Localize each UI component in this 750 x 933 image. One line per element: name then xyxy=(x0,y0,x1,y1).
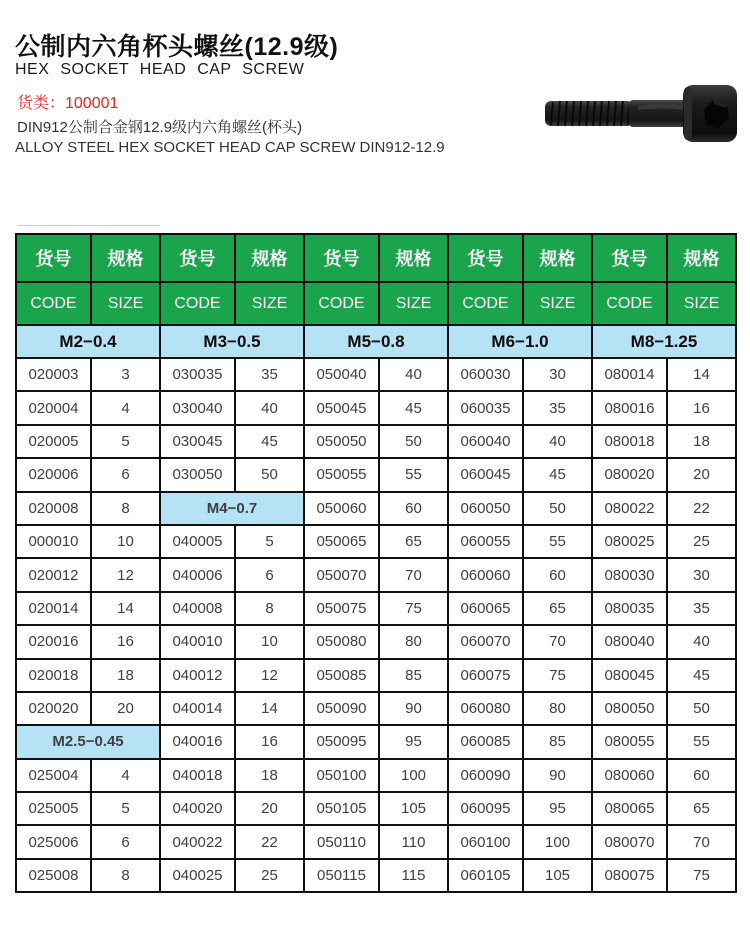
size-cell: 12 xyxy=(235,659,304,692)
size-cell: 6 xyxy=(91,458,160,491)
size-cell: 14 xyxy=(91,592,160,625)
code-cell: 060065 xyxy=(448,592,523,625)
code-cell: 060075 xyxy=(448,659,523,692)
code-cell: 050085 xyxy=(304,659,379,692)
product-photo-screw xyxy=(543,80,740,146)
code-cell: 050070 xyxy=(304,558,379,591)
code-cell: 040005 xyxy=(160,525,235,558)
size-cell: 25 xyxy=(235,859,304,892)
code-cell: 050100 xyxy=(304,759,379,792)
code-cell: 025005 xyxy=(16,792,91,825)
col-header-code-en: CODE xyxy=(448,282,523,325)
code-cell: 050080 xyxy=(304,625,379,658)
code-cell: 080075 xyxy=(592,859,667,892)
size-cell: 5 xyxy=(235,525,304,558)
code-cell: 060055 xyxy=(448,525,523,558)
code-cell: 025008 xyxy=(16,859,91,892)
size-cell: 95 xyxy=(379,725,448,758)
col-header-size-cn: 规格 xyxy=(667,234,736,282)
col-header-size-cn: 规格 xyxy=(379,234,448,282)
code-cell: 060060 xyxy=(448,558,523,591)
size-cell: 4 xyxy=(91,759,160,792)
code-cell: 080018 xyxy=(592,425,667,458)
size-cell: 6 xyxy=(91,825,160,858)
size-cell: 75 xyxy=(523,659,592,692)
code-cell: 025004 xyxy=(16,759,91,792)
size-cell: 45 xyxy=(667,659,736,692)
code-cell: 020020 xyxy=(16,692,91,725)
size-cell: 50 xyxy=(667,692,736,725)
code-cell: 050060 xyxy=(304,492,379,525)
col-header-size-en: SIZE xyxy=(235,282,304,325)
size-cell: 60 xyxy=(523,558,592,591)
size-cell: 10 xyxy=(235,625,304,658)
size-cell: 80 xyxy=(379,625,448,658)
col-header-code-en: CODE xyxy=(304,282,379,325)
size-cell: 10 xyxy=(91,525,160,558)
section-header: M4−0.7 xyxy=(160,492,304,525)
code-cell: 060090 xyxy=(448,759,523,792)
col-header-size-en: SIZE xyxy=(523,282,592,325)
code-cell: 060105 xyxy=(448,859,523,892)
code-cell: 040012 xyxy=(160,659,235,692)
code-cell: 080045 xyxy=(592,659,667,692)
code-cell: 050065 xyxy=(304,525,379,558)
code-cell: 050105 xyxy=(304,792,379,825)
size-cell: 16 xyxy=(235,725,304,758)
spec-table xyxy=(15,233,737,893)
size-cell: 110 xyxy=(379,825,448,858)
size-cell: 65 xyxy=(523,592,592,625)
size-cell: 50 xyxy=(235,458,304,491)
size-cell: 20 xyxy=(667,458,736,491)
size-cell: 6 xyxy=(235,558,304,591)
size-cell: 35 xyxy=(667,592,736,625)
code-cell: 020006 xyxy=(16,458,91,491)
code-cell: 040008 xyxy=(160,592,235,625)
size-cell: 55 xyxy=(379,458,448,491)
code-cell: 030050 xyxy=(160,458,235,491)
section-header: M2.5−0.45 xyxy=(16,725,160,758)
col-header-size-cn: 规格 xyxy=(91,234,160,282)
col-header-code-cn: 货号 xyxy=(16,234,91,282)
code-cell: 020014 xyxy=(16,592,91,625)
size-cell: 3 xyxy=(91,358,160,391)
size-cell: 50 xyxy=(379,425,448,458)
size-cell: 40 xyxy=(379,358,448,391)
code-cell: 050110 xyxy=(304,825,379,858)
code-cell: 020012 xyxy=(16,558,91,591)
code-cell: 080022 xyxy=(592,492,667,525)
code-cell: 040025 xyxy=(160,859,235,892)
page-subtitle: HEX SOCKET HEAD CAP SCREW xyxy=(15,61,305,78)
code-cell: 020016 xyxy=(16,625,91,658)
size-cell: 12 xyxy=(91,558,160,591)
code-cell: 060045 xyxy=(448,458,523,491)
size-cell: 95 xyxy=(523,792,592,825)
size-cell: 55 xyxy=(523,525,592,558)
code-cell: 060070 xyxy=(448,625,523,658)
code-cell: 030035 xyxy=(160,358,235,391)
size-cell: 14 xyxy=(667,358,736,391)
description-cn: DIN912公制合金钢12.9级内六角螺丝(杯头) xyxy=(17,119,303,136)
size-cell: 65 xyxy=(379,525,448,558)
col-header-size-en: SIZE xyxy=(91,282,160,325)
code-cell: 050115 xyxy=(304,859,379,892)
divider-line xyxy=(18,225,160,226)
code-cell: 080016 xyxy=(592,391,667,424)
code-cell: 040014 xyxy=(160,692,235,725)
col-header-size-cn: 规格 xyxy=(235,234,304,282)
size-cell: 20 xyxy=(235,792,304,825)
code-cell: 060035 xyxy=(448,391,523,424)
size-cell: 16 xyxy=(91,625,160,658)
code-cell: 060030 xyxy=(448,358,523,391)
col-header-code-cn: 货号 xyxy=(304,234,379,282)
code-cell: 030045 xyxy=(160,425,235,458)
size-cell: 60 xyxy=(379,492,448,525)
size-cell: 18 xyxy=(91,659,160,692)
code-cell: 080065 xyxy=(592,792,667,825)
size-cell: 18 xyxy=(667,425,736,458)
code-cell: 040010 xyxy=(160,625,235,658)
size-cell: 85 xyxy=(379,659,448,692)
code-cell: 050075 xyxy=(304,592,379,625)
col-header-size-cn: 规格 xyxy=(523,234,592,282)
size-cell: 65 xyxy=(667,792,736,825)
size-cell: 40 xyxy=(523,425,592,458)
code-cell: 080070 xyxy=(592,825,667,858)
code-cell: 080050 xyxy=(592,692,667,725)
code-cell: 050055 xyxy=(304,458,379,491)
code-cell: 060040 xyxy=(448,425,523,458)
size-cell: 5 xyxy=(91,792,160,825)
size-cell: 90 xyxy=(523,759,592,792)
section-header: M5−0.8 xyxy=(304,325,448,358)
code-cell: 080030 xyxy=(592,558,667,591)
size-cell: 45 xyxy=(235,425,304,458)
code-cell: 060100 xyxy=(448,825,523,858)
size-cell: 75 xyxy=(667,859,736,892)
code-cell: 000010 xyxy=(16,525,91,558)
section-header: M3−0.5 xyxy=(160,325,304,358)
size-cell: 70 xyxy=(379,558,448,591)
size-cell: 55 xyxy=(667,725,736,758)
section-header: M2−0.4 xyxy=(16,325,160,358)
size-cell: 100 xyxy=(379,759,448,792)
size-cell: 8 xyxy=(235,592,304,625)
code-cell: 040016 xyxy=(160,725,235,758)
col-header-code-en: CODE xyxy=(160,282,235,325)
size-cell: 90 xyxy=(379,692,448,725)
col-header-code-cn: 货号 xyxy=(160,234,235,282)
size-cell: 8 xyxy=(91,859,160,892)
code-cell: 080035 xyxy=(592,592,667,625)
code-cell: 080014 xyxy=(592,358,667,391)
code-cell: 020018 xyxy=(16,659,91,692)
size-cell: 40 xyxy=(667,625,736,658)
code-cell: 050050 xyxy=(304,425,379,458)
code-cell: 050040 xyxy=(304,358,379,391)
col-header-size-en: SIZE xyxy=(667,282,736,325)
size-cell: 75 xyxy=(379,592,448,625)
size-cell: 45 xyxy=(379,391,448,424)
description-en: ALLOY STEEL HEX SOCKET HEAD CAP SCREW DIN912-12.9 xyxy=(15,139,445,156)
size-cell: 85 xyxy=(523,725,592,758)
size-cell: 20 xyxy=(91,692,160,725)
size-cell: 18 xyxy=(235,759,304,792)
section-header: M6−1.0 xyxy=(448,325,592,358)
col-header-code-cn: 货号 xyxy=(592,234,667,282)
size-cell: 16 xyxy=(667,391,736,424)
size-cell: 30 xyxy=(667,558,736,591)
size-cell: 35 xyxy=(523,391,592,424)
code-cell: 025006 xyxy=(16,825,91,858)
code-cell: 060095 xyxy=(448,792,523,825)
col-header-code-cn: 货号 xyxy=(448,234,523,282)
size-cell: 105 xyxy=(379,792,448,825)
size-cell: 45 xyxy=(523,458,592,491)
code-cell: 020004 xyxy=(16,391,91,424)
size-cell: 25 xyxy=(667,525,736,558)
spec-table-head xyxy=(16,234,736,325)
size-cell: 115 xyxy=(379,859,448,892)
code-cell: 050095 xyxy=(304,725,379,758)
code-cell: 060085 xyxy=(448,725,523,758)
size-cell: 35 xyxy=(235,358,304,391)
size-cell: 50 xyxy=(523,492,592,525)
size-cell: 14 xyxy=(235,692,304,725)
code-cell: 030040 xyxy=(160,391,235,424)
size-cell: 80 xyxy=(523,692,592,725)
page-header xyxy=(0,0,750,233)
col-header-code-en: CODE xyxy=(16,282,91,325)
code-cell: 040022 xyxy=(160,825,235,858)
code-cell: 080020 xyxy=(592,458,667,491)
code-cell: 040006 xyxy=(160,558,235,591)
page-title: 公制内六角杯头螺丝(12.9级) xyxy=(15,33,339,61)
code-cell: 040020 xyxy=(160,792,235,825)
code-cell: 050090 xyxy=(304,692,379,725)
size-cell: 60 xyxy=(667,759,736,792)
code-cell: 020003 xyxy=(16,358,91,391)
code-cell: 040018 xyxy=(160,759,235,792)
size-cell: 22 xyxy=(667,492,736,525)
code-cell: 050045 xyxy=(304,391,379,424)
size-cell: 5 xyxy=(91,425,160,458)
size-cell: 70 xyxy=(523,625,592,658)
size-cell: 100 xyxy=(523,825,592,858)
col-header-size-en: SIZE xyxy=(379,282,448,325)
spec-table-body xyxy=(16,325,736,892)
size-cell: 4 xyxy=(91,391,160,424)
size-cell: 105 xyxy=(523,859,592,892)
section-header: M8−1.25 xyxy=(592,325,736,358)
cargo-code: 货类：100001 xyxy=(17,95,119,112)
size-cell: 8 xyxy=(91,492,160,525)
code-cell: 020005 xyxy=(16,425,91,458)
code-cell: 080025 xyxy=(592,525,667,558)
code-cell: 020008 xyxy=(16,492,91,525)
size-cell: 40 xyxy=(235,391,304,424)
size-cell: 22 xyxy=(235,825,304,858)
col-header-code-en: CODE xyxy=(592,282,667,325)
code-cell: 080060 xyxy=(592,759,667,792)
code-cell: 060080 xyxy=(448,692,523,725)
code-cell: 080040 xyxy=(592,625,667,658)
size-cell: 70 xyxy=(667,825,736,858)
size-cell: 30 xyxy=(523,358,592,391)
code-cell: 080055 xyxy=(592,725,667,758)
code-cell: 060050 xyxy=(448,492,523,525)
